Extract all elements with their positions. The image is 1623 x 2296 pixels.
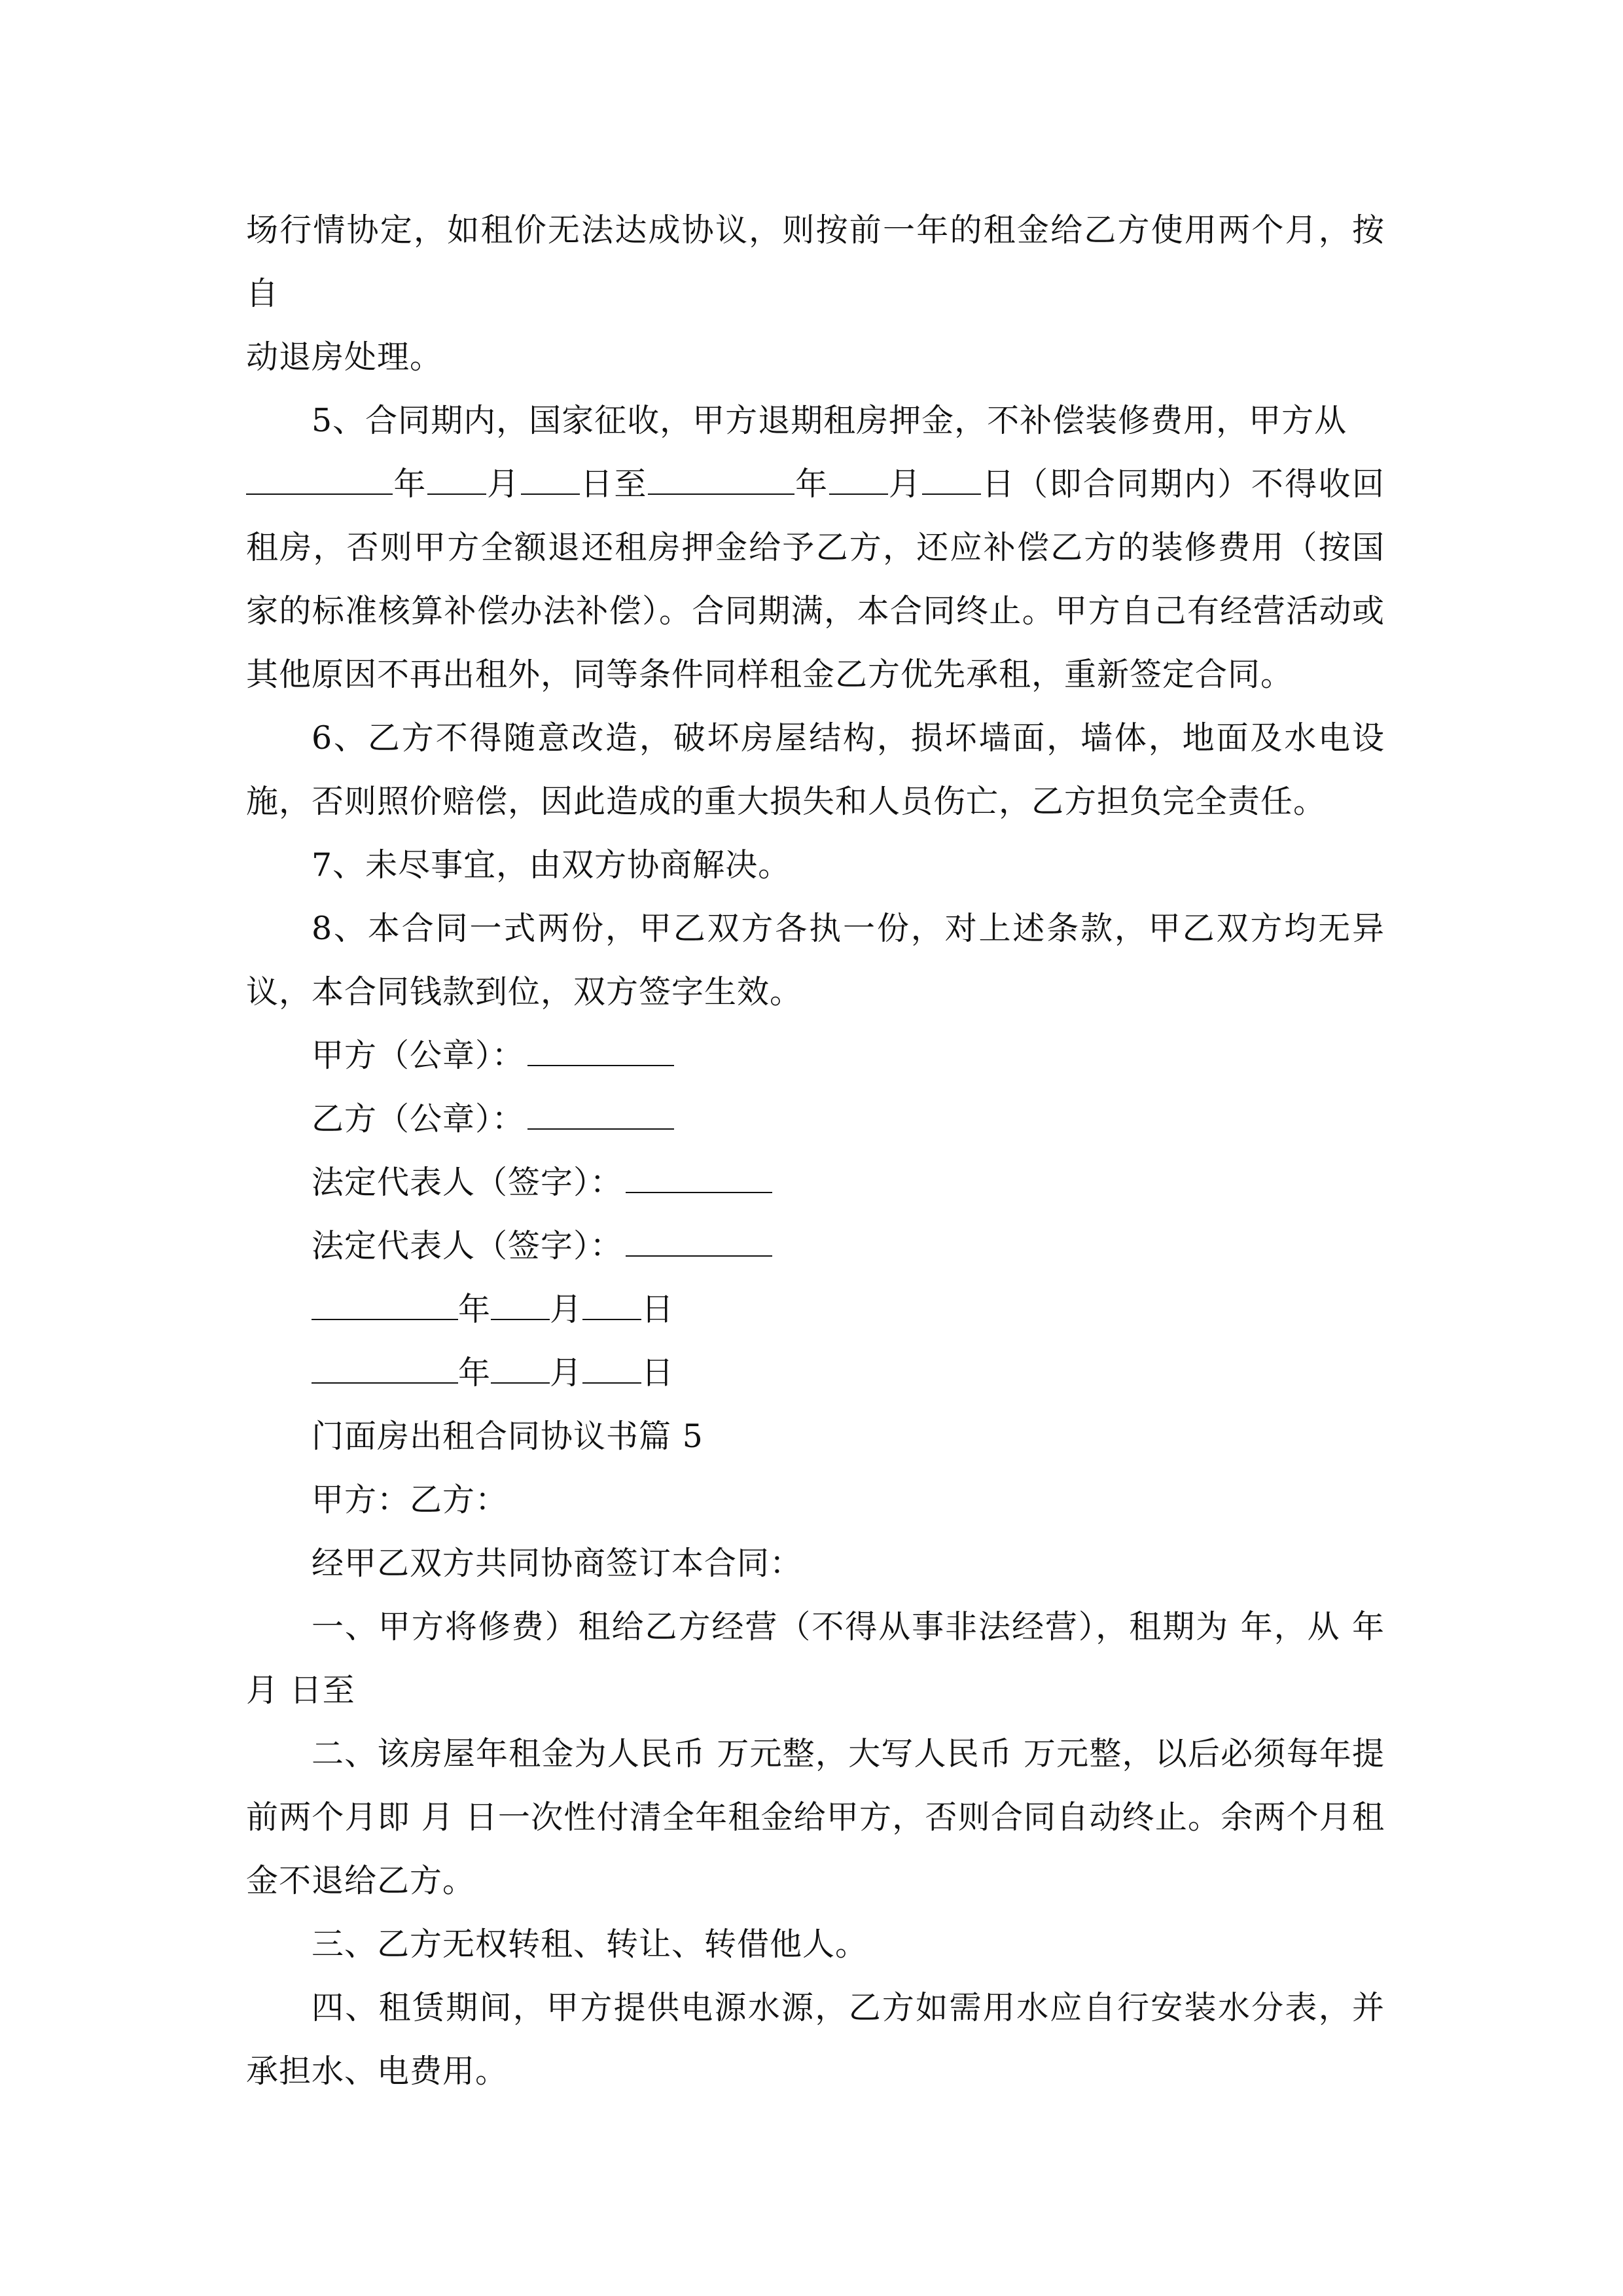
clause-5 <box>246 389 1385 706</box>
clause-5-rest: 租房，否则甲方全额退还租房押金给予乙方，还应补偿乙方的装修费用（按国家的标准核算补偿办法补偿）。合同期满，本合同终止。甲方自己有经营活动或其他原因不再出租外，同等条件同样租金乙方优先承租，重新签定合同。 <box>246 529 1385 693</box>
clause-5-start: 5、合同期内，国家征收，甲方退期租房押金，不补偿装修费用，甲方从 <box>312 402 1347 439</box>
signature-party-b <box>246 1087 1385 1151</box>
blank-line <box>427 456 486 495</box>
year-label: 年 <box>393 465 427 503</box>
paragraph-line: 动退房处理。 <box>246 338 443 376</box>
blank-line <box>246 456 393 495</box>
day-label: 日 <box>641 1291 675 1328</box>
blank-line <box>582 1344 641 1384</box>
year-label: 年 <box>458 1291 491 1328</box>
blank-line <box>491 1344 550 1384</box>
blank-line <box>491 1281 550 1320</box>
signature-date-2 <box>246 1341 1385 1405</box>
month-label: 月 <box>550 1291 583 1328</box>
clause-8: 8、本合同一式两份，甲乙双方各执一份，对上述条款，甲乙双方均无异议，本合同钱款到位，双方签字生效。 <box>246 910 1385 1011</box>
rep-1-label: 法定代表人（签字）： <box>312 1164 623 1201</box>
blank-line <box>829 456 888 495</box>
signature-rep-2 <box>246 1214 1385 1278</box>
month-label: 月 <box>887 465 923 503</box>
day-to-label: 日至 <box>579 465 648 503</box>
paragraph-line: 场行情协定，如租价无法达成协议，则按前一年的租金给乙方使用两个月，按自 <box>246 211 1385 312</box>
blank-line <box>312 1344 458 1384</box>
month-label: 月 <box>550 1354 583 1391</box>
blank-line <box>521 456 580 495</box>
signature-blank <box>626 1217 772 1257</box>
signature-party-a <box>246 1024 1385 1087</box>
signature-blank <box>527 1090 674 1130</box>
signature-blank <box>626 1154 772 1193</box>
signature-rep-1 <box>246 1151 1385 1214</box>
day-paren-label: 日（即合同期内）不得收回 <box>981 465 1385 503</box>
party-a-label: 甲方（公章）： <box>312 1037 525 1074</box>
year-label: 年 <box>794 465 829 503</box>
party-b-label: 乙方（公章）： <box>312 1100 525 1138</box>
day-label: 日 <box>641 1354 675 1391</box>
clause-7: 7、未尽事宜，由双方协商解决。 <box>312 846 791 884</box>
section-clause-1: 一、甲方将修费）租给乙方经营（不得从事非法经营），租期为 年，从 年 月 日至 <box>246 1608 1385 1709</box>
section-clause-4: 四、租赁期间，甲方提供电源水源，乙方如需用水应自行安装水分表，并承担水、电费用。 <box>246 1989 1385 2090</box>
blank-line <box>648 456 794 495</box>
signature-blank <box>527 1027 674 1066</box>
month-label: 月 <box>486 465 521 503</box>
section-title: 门面房出租合同协议书篇 5 <box>312 1418 704 1455</box>
rep-2-label: 法定代表人（签字）： <box>312 1227 623 1265</box>
document-body <box>246 198 1385 2103</box>
section-clause-2: 二、该房屋年租金为人民币 万元整，大写人民币 万元整，以后必须每年提前两个月即 月 日一次性付清全年租金给甲方，否则合同自动终止。余两个月租金不退给乙方。 <box>246 1735 1385 1899</box>
year-label: 年 <box>458 1354 491 1391</box>
blank-line <box>312 1281 458 1320</box>
section-clause-3: 三、乙方无权转租、转让、转借他人。 <box>312 1926 868 1963</box>
blank-line <box>922 456 981 495</box>
clause-6: 6、乙方不得随意改造，破坏房屋结构，损坏墙面，墙体，地面及水电设施，否则照价赔偿，因此造成的重大损失和人员伤亡，乙方担负完全责任。 <box>246 719 1385 820</box>
signature-date-1 <box>246 1278 1385 1341</box>
paragraph-continued <box>246 198 1385 389</box>
section-parties: 甲方：乙方： <box>312 1481 508 1518</box>
section-intro: 经甲乙双方共同协商签订本合同： <box>312 1545 803 1582</box>
blank-line <box>582 1281 641 1320</box>
